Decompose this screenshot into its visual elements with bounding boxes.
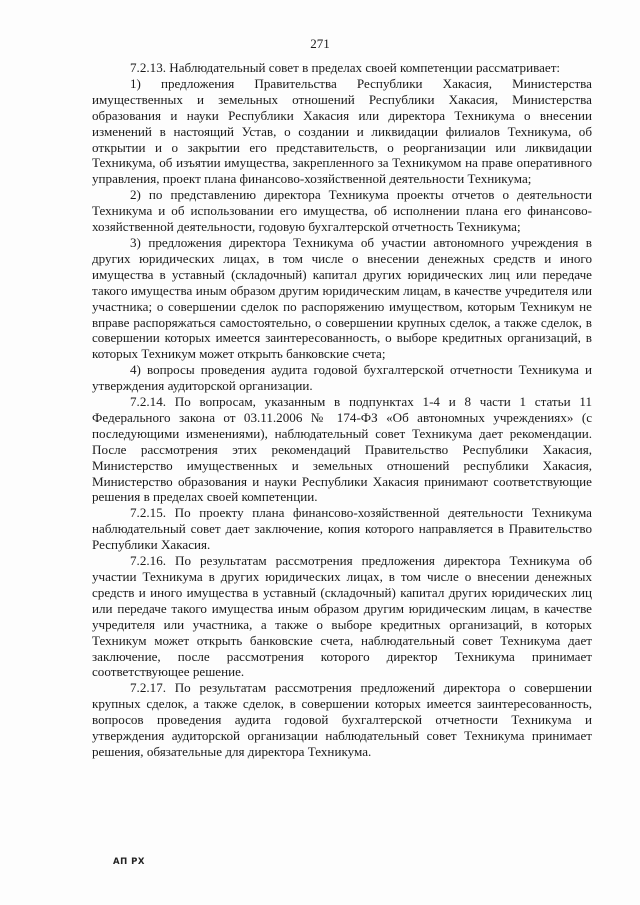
page-number: 271	[310, 36, 330, 51]
paragraph-item-2: 2) по представлению директора Техникума проекты отчетов о деятельности Техникума и об использовании его имущества, об исполнении плана его финансово-хозяйственной деятельности, годовую бухгалтерской отчетность Техникума;	[92, 187, 592, 235]
paragraph-item-1: 1) предложения Правительства Республики Хакасия, Министерства имущественных и земельных отношений Республики Хакасия, Министерства образования и науки Республики Хакасия или директора Техникума о внесении изменений в настоящий Устав, о создании и ликвидации филиалов Техникума, об открытии и о закрытии его представительств, о реорганизации или ликвидации Техникума, об изъятии имущества, закрепленного за Техникумом на праве оперативного управления, проект плана финансово-хозяйственной деятельности Техникума;	[92, 75, 592, 187]
paragraph-7-2-13: 7.2.13. Наблюдательный совет в пределах своей компетенции рассматривает:	[130, 60, 561, 75]
paragraph-7-2-14: 7.2.14. По вопросам, указанным в подпунктах 1-4 и 8 части 1 статьи 11 Федерального закона от 03.11.2006 № 174-ФЗ «Об автономных учреждениях» (с последующими изменениями), наблюдательный совет Техникума дает рекомендации. После рассмотрения этих рекомендаций Правительство Республики Хакасия, Министерство имущественных и земельных отношений республики Хакасия, Министерство образования и науки Республики Хакасия принимают соответствующие решения в пределах своей компетенции.	[92, 394, 592, 505]
footer-stamp-label: АП РХ	[113, 857, 145, 867]
paragraph-item-4: 4) вопросы проведения аудита годовой бухгалтерской отчетности Техникума и утверждения аудиторской организации.	[92, 362, 592, 394]
document-body	[92, 60, 592, 760]
paragraph-item-3: 3) предложения директора Техникума об участии автономного учреждения в других юридических лицах, в том числе о внесении денежных средств и иного имущества в уставный (складочный) капитал других юридических лиц или передаче такого имущества иным образом другим юридическим лицам, в качестве учредителя или участника; о совершении сделок по распоряжению имуществом, которым Техникум не вправе распоряжаться самостоятельно, о совершении крупных сделок, а также сделок, в совершении которых имеется заинтересованность, о выборе кредитных организаций, в которых Техникум может открыть банковские счета;	[92, 234, 592, 362]
paragraph-7-2-17: 7.2.17. По результатам рассмотрения предложений директора о совершении крупных сделок, а также сделок, в совершении которых имеется заинтересованность, вопросов проведения аудита годовой бухгалтерской отчетности Техникума и утверждения аудиторской организации наблюдательный совет Техникума принимает решения, обязательные для директора Техникума.	[92, 680, 592, 759]
paragraph-7-2-15: 7.2.15. По проекту плана финансово-хозяйственной деятельности Техникума наблюдательный совет дает заключение, копия которого направляется в Правительство Республики Хакасия.	[92, 505, 592, 553]
paragraph-7-2-16: 7.2.16. По результатам рассмотрения предложения директора Техникума об участии Техникума в других юридических лицах, в том числе о внесении денежных средств и иного имущества в уставный (складочный) капитал других юридических лиц или передаче такого имущества иным образом другим юридическим лицам, в качестве учредителя или участника, а также о выборе кредитных организаций, в которых Техникум может открыть банковские счета, наблюдательный совет Техникума дает заключение, после рассмотрения которого директор Техникума принимает соответствующее решение.	[92, 553, 592, 680]
